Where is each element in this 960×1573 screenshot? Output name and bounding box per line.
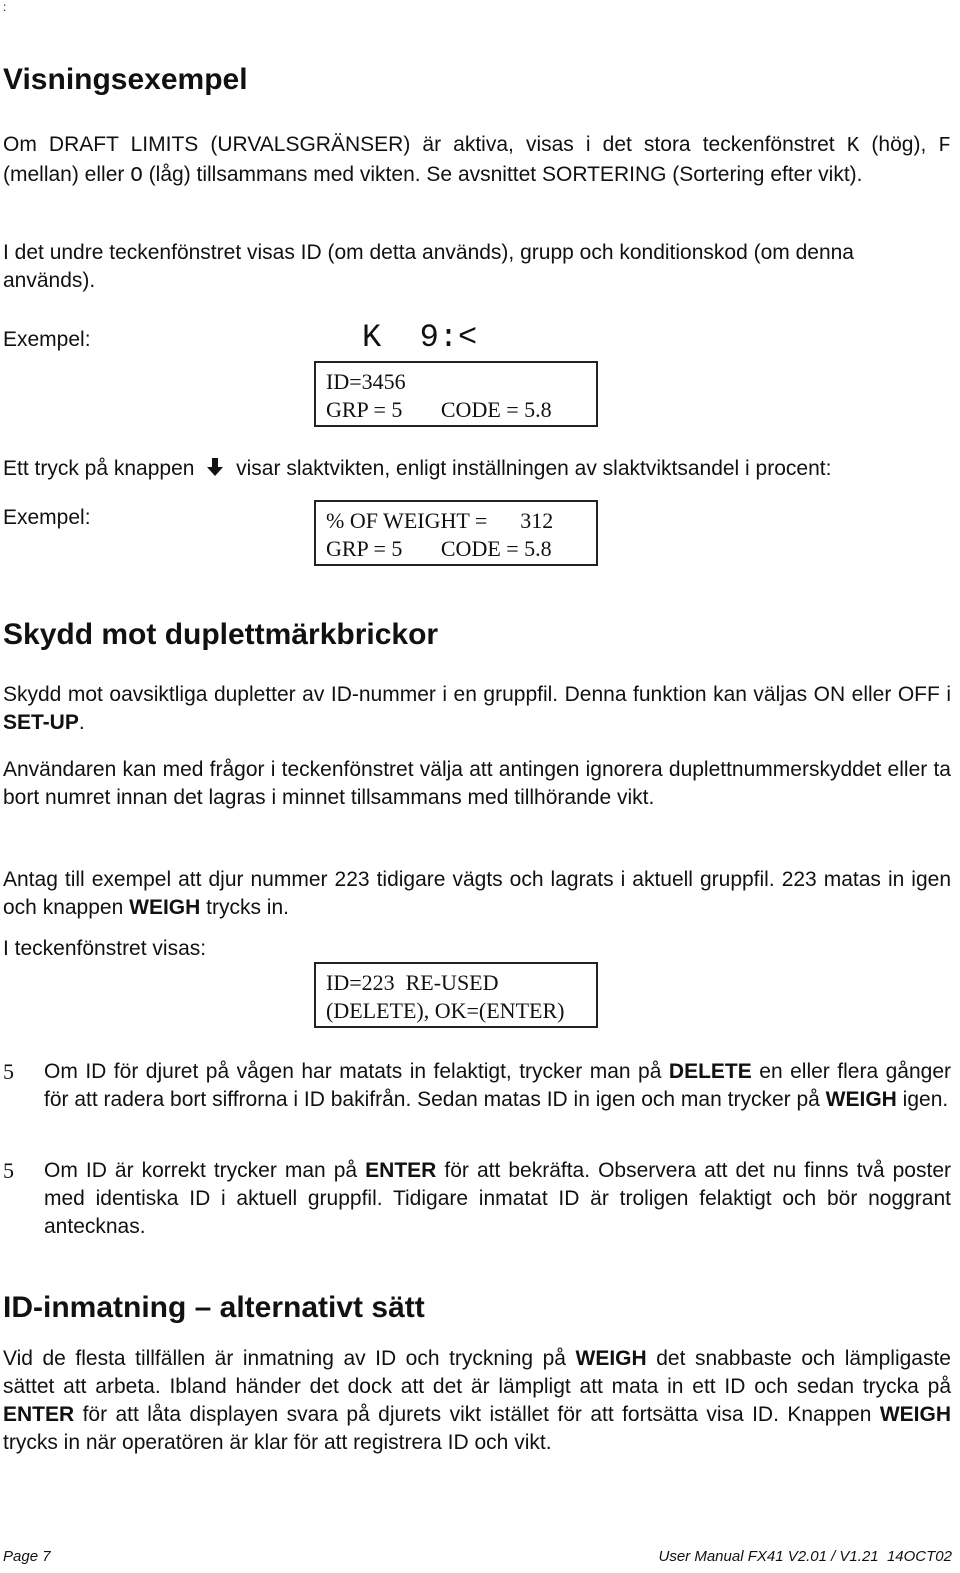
text: för att låta displayen svara på djurets vikt istället för att fortsätta visa ID. Knappen — [82, 1403, 872, 1426]
display-line-1: % OF WEIGHT = 312 — [326, 508, 554, 533]
weigh-keyword: WEIGH — [575, 1347, 647, 1370]
lower-display-box-3 — [314, 962, 598, 1028]
display-line-1: ID=223 RE-USED — [326, 970, 499, 995]
paragraph-duplicate-protection — [3, 681, 951, 737]
bullet-delete — [44, 1058, 951, 1114]
weigh-keyword: WEIGH — [129, 896, 201, 919]
bullet-marker: 5 — [3, 1059, 14, 1084]
section-heading-duplicate-protection: Skydd mot duplettmärkbrickor — [3, 618, 439, 651]
display-line-2: (DELETE), OK=(ENTER) — [326, 998, 565, 1023]
lower-display-box-2 — [314, 500, 598, 566]
text: en eller flera gånger för att radera bort siffrorna i ID bakifrån. Sedan matas ID in igen och man trycker på — [44, 1060, 952, 1111]
text: för att bekräfta. Observera att det nu finns två poster med identiska ID i aktuell gruppfil. Tidigare inmatat ID är troligen felaktigt och bör noggrant antecknas. — [44, 1159, 951, 1238]
example-label-2: Exempel: — [3, 506, 91, 529]
letter-k: K — [846, 135, 860, 158]
example-label: Exempel: — [3, 328, 91, 351]
text: Skydd mot oavsiktliga dupletter av ID-nummer i en gruppfil. Denna funktion kan väljas ON eller OFF i — [3, 683, 951, 706]
display-line-1: ID=3456 — [326, 369, 406, 394]
section-heading-display-examples: Visningsexempel — [3, 63, 248, 96]
arrow-down-icon — [204, 456, 226, 486]
lower-display-box-1 — [314, 361, 598, 427]
section-heading-id-entry-alternative: ID-inmatning – alternativt sätt — [3, 1291, 425, 1324]
text: . — [78, 711, 85, 734]
text: visar slaktvikten, enligt inställningen av slaktviktsandel i procent: — [236, 457, 832, 480]
text: trycks in när operatören är klar för att registrera ID och vikt. — [3, 1431, 552, 1454]
paragraph-slaughter-weight — [3, 455, 831, 486]
page-marker: : — [3, 0, 7, 14]
text: Om ID är korrekt trycker man på — [44, 1159, 358, 1182]
weigh-keyword: WEIGH — [879, 1403, 951, 1426]
letter-f: F — [938, 135, 951, 158]
enter-keyword: ENTER — [3, 1403, 75, 1426]
text: det snabbaste och lämpligaste sättet att arbeta. Ibland händer det dock att det är lämpligt att mata in ett ID och sedan trycka på — [3, 1347, 951, 1398]
paragraph-example-223 — [3, 866, 951, 922]
bullet-enter — [44, 1157, 951, 1241]
footer-manual-version: User Manual FX41 V2.01 / V1.21 14OCT02 — [658, 1548, 952, 1565]
text: (hög), — [871, 133, 927, 156]
text: (låg) tillsammans med vikten. Se avsnittet SORTERING (Sortering efter vikt). — [148, 163, 863, 186]
footer-page-number: Page 7 — [3, 1548, 51, 1565]
text: igen. — [902, 1088, 949, 1111]
paragraph-id-entry — [3, 1345, 951, 1457]
paragraph-user-options: Användaren kan med frågor i teckenfönstret välja att antingen ignorera duplettnummerskyddet eller ta bort numret innan det lagras i minnet tillsammans med tillhörande vikt. — [3, 758, 951, 809]
text: trycks in. — [206, 896, 289, 919]
paragraph-lower-display: I det undre teckenfönstret visas ID (om detta används), grupp och konditionskod (om denna används). — [3, 241, 854, 292]
text: Ett tryck på knappen — [3, 457, 195, 480]
setup-keyword: SET-UP — [3, 711, 79, 734]
large-display-readout: K 9:< — [362, 319, 478, 356]
text: (mellan) eller — [3, 163, 125, 186]
text: Om ID för djuret på vågen har matats in felaktigt, trycker man på — [44, 1060, 662, 1083]
enter-keyword: ENTER — [365, 1159, 437, 1182]
text: Antag till exempel att djur nummer 223 tidigare vägts och lagrats i aktuell gruppfil. 223 matas in igen och knappen — [3, 868, 951, 919]
letter-o: O — [130, 165, 143, 188]
display-line-2: GRP = 5 CODE = 5.8 — [326, 536, 552, 561]
text: Vid de flesta tillfällen är inmatning av ID och tryckning på — [3, 1347, 566, 1370]
weigh-keyword: WEIGH — [825, 1088, 897, 1111]
display-line-2: GRP = 5 CODE = 5.8 — [326, 397, 552, 422]
delete-keyword: DELETE — [668, 1060, 752, 1083]
bullet-marker: 5 — [3, 1158, 14, 1183]
paragraph-draft-limits — [3, 131, 951, 191]
paragraph-display-shows: I teckenfönstret visas: — [3, 937, 207, 960]
text: Om DRAFT LIMITS (URVALSGRÄNSER) är aktiva, visas i det stora teckenfönstret — [3, 133, 835, 156]
